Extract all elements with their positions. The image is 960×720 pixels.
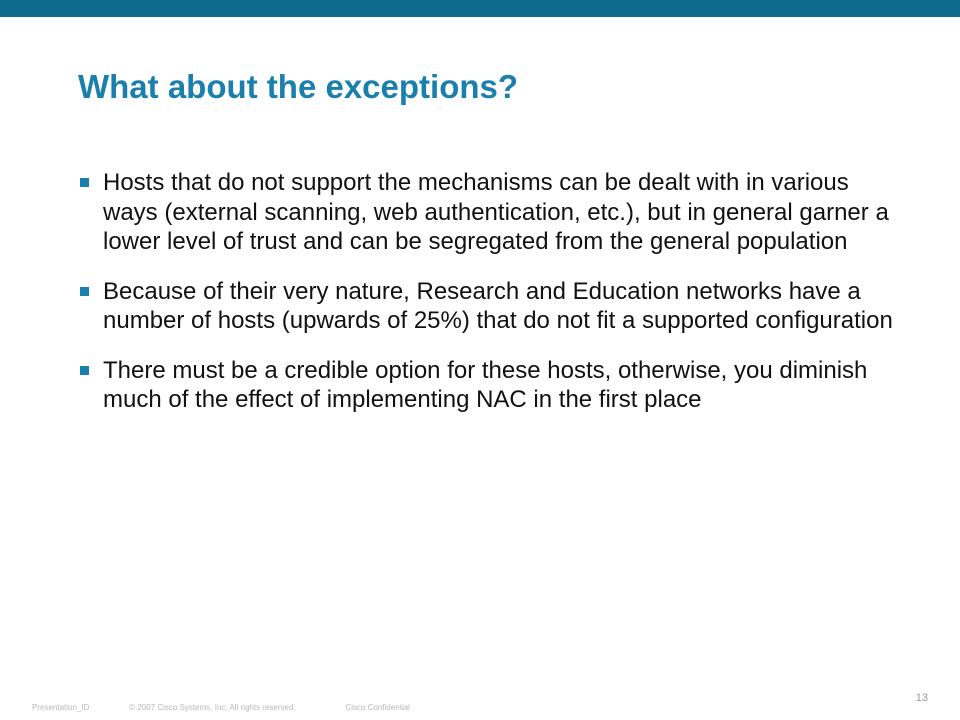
bullet-list [78, 168, 898, 435]
slide-title: What about the exceptions? [78, 68, 519, 105]
bullet-text: Hosts that do not support the mechanisms can be dealt with in various ways (external scanning, web authentication, etc.), but in general garner a lower level of trust and can be segregated from the general population [103, 169, 889, 255]
confidential-label: Cisco Confidential [345, 703, 410, 712]
slide-footer [32, 703, 410, 712]
square-bullet-icon [80, 287, 89, 296]
bullet-text: There must be a credible option for these hosts, otherwise, you diminish much of the effect of implementing NAC in the first place [103, 356, 868, 413]
copyright-text: © 2007 Cisco Systems, Inc. All rights reserved. [129, 703, 296, 712]
square-bullet-icon [80, 178, 89, 187]
presentation-id-text: Presentation_ID [32, 703, 90, 712]
square-bullet-icon [80, 366, 89, 375]
top-banner-bar [0, 0, 960, 17]
page-number: 13 [915, 692, 928, 704]
bullet-text: Because of their very nature, Research and Education networks have a number of hosts (upwards of 25%) that do not fit a supported configuration [103, 277, 893, 334]
bullet-item [78, 168, 898, 257]
bullet-item [78, 356, 898, 415]
bullet-item [78, 277, 898, 336]
